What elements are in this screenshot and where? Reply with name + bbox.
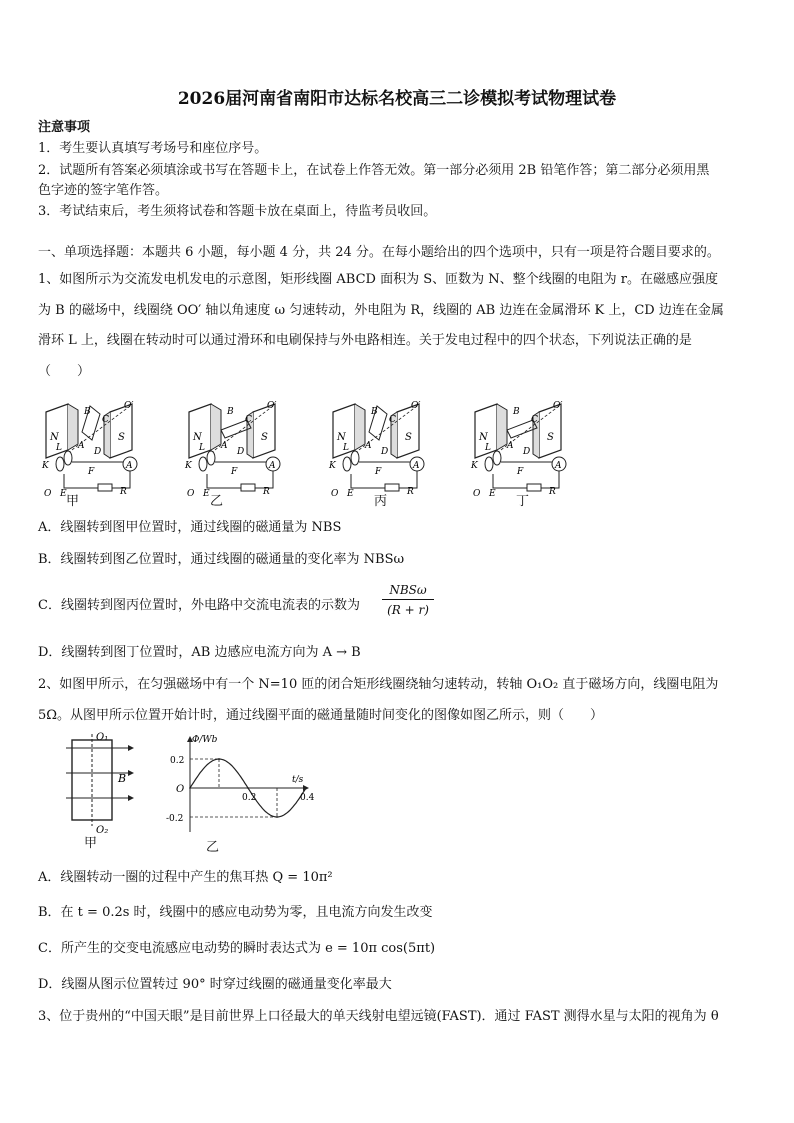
gen4-label-oprime: O′ xyxy=(553,401,563,411)
q1-option-b: B．线圈转到图乙位置时，通过线圈的磁通量的变化率为 NBSω xyxy=(38,552,405,567)
gen2-circuit xyxy=(207,462,273,488)
data-point xyxy=(305,787,307,789)
gen3-ring-l xyxy=(351,451,359,465)
gen2-label-n: N xyxy=(193,432,202,443)
gen4-circuit xyxy=(493,462,559,488)
gen4-resistor xyxy=(527,484,541,491)
generator-diagram xyxy=(38,392,758,512)
y-axis-label: Φ/Wb xyxy=(192,735,218,745)
gen1-magnet-n-side xyxy=(68,404,78,450)
gen1-label-o: O xyxy=(44,489,52,499)
axis-o2-label: O₂ xyxy=(96,825,109,836)
gen3-ring-k xyxy=(343,457,351,471)
q2-line-2: 5Ω。从图甲所示位置开始计时，通过线圈平面的磁通量随时间变化的图像如图乙所示，则（ ） xyxy=(38,708,604,723)
q1-option-c: C．线圈转到图丙位置时，外电路中交流电流表的示数为 xyxy=(38,598,360,613)
gen2-ring-l xyxy=(207,451,215,465)
gen1-label-l: L xyxy=(56,443,62,453)
gen3-label-k: K xyxy=(329,461,336,471)
gen3-label-oprime: O′ xyxy=(411,401,421,411)
fraction-denominator: (R + r) xyxy=(387,603,429,617)
flux-chart-svg xyxy=(160,732,315,842)
fig-label-jia: 甲 xyxy=(66,494,80,509)
gen2-ring-k xyxy=(199,457,207,471)
gen3-label-d: D xyxy=(381,447,389,457)
q1-option-d: D．线圈转到图丁位置时，AB 边感应电流方向为 A → B xyxy=(38,645,361,660)
data-point xyxy=(189,787,191,789)
gen1-ring-l xyxy=(64,451,72,465)
notice-item-3: 3．考试结束后，考生须将试卷和答题卡放在桌面上，待监考员收回。 xyxy=(38,204,437,219)
gen4-label-b: B xyxy=(513,407,520,417)
q3-line-1: 3、位于贵州的“中国天眼”是目前世界上口径最大的单天线射电望远镜(FAST)．通过 FAST 测得水星与太阳的视角为 θ xyxy=(38,1009,719,1024)
generator-figures xyxy=(38,392,758,512)
q1-option-c-fraction xyxy=(382,582,434,619)
gen1-label-n: N xyxy=(50,432,59,443)
notice-heading: 注意事项 xyxy=(38,120,91,135)
gen1-magnet-s xyxy=(110,404,132,458)
gen3-label-f: F xyxy=(375,467,382,477)
gen2-magnet-n-side xyxy=(211,404,221,450)
q1-line-2: 为 B 的磁场中，线圈绕 OO′ 轴以角速度 ω 匀速转动，外电阻为 R，线圈的 AB 边连在金属滑环 K 上，CD 边连在金属 xyxy=(38,303,724,318)
gen3-magnet-n-side xyxy=(355,404,365,450)
gen2-label-c: C xyxy=(245,415,252,425)
fig-label-yi: 乙 xyxy=(210,494,224,509)
gen4-label-d: D xyxy=(523,447,531,457)
y-tick-label: 0.2 xyxy=(170,756,185,766)
x-axis-label: t/s xyxy=(292,775,304,785)
gen2-label-l: L xyxy=(199,443,205,453)
gen4-label-e: E xyxy=(489,489,496,499)
q1-line-4: （ ） xyxy=(38,364,91,379)
fig-label-q2-jia: 甲 xyxy=(84,836,98,851)
gen3-label-l: L xyxy=(343,443,349,453)
gen2-ammeter-label: A xyxy=(269,461,276,471)
gen3-ammeter-label: A xyxy=(413,461,420,471)
gen2-resistor xyxy=(241,484,255,491)
gen2-label-e: E xyxy=(203,489,210,499)
coil-diagram xyxy=(58,730,138,840)
fig-label-bing: 丙 xyxy=(374,494,388,509)
x-tick-label: 0.2 xyxy=(242,793,257,803)
q2-line-1: 2、如图甲所示，在匀强磁场中有一个 N=10 匝的闭合矩形线圈绕轴匀速转动，转轴 O₁O₂ 直于磁场方向，线圈电阻为 xyxy=(38,677,719,692)
gen2-label-k: K xyxy=(185,461,192,471)
gen3-label-b: B xyxy=(371,407,378,417)
gen4-label-n: N xyxy=(479,432,488,443)
q2-option-c: C．所产生的交变电流感应电动势的瞬时表达式为 e = 10π cos(5πt) xyxy=(38,941,436,956)
gen3-label-e: E xyxy=(347,489,354,499)
gen3-magnet-s xyxy=(397,404,419,458)
gen4-label-k: K xyxy=(471,461,478,471)
x-tick-label: 0.4 xyxy=(300,793,315,803)
q1-option-a: A．线圈转到图甲位置时，通过线圈的磁通量为 NBS xyxy=(38,520,342,535)
gen3-label-o: O xyxy=(331,489,339,499)
axis-o1-label: O₁ xyxy=(96,732,109,743)
fig-label-ding: 丁 xyxy=(516,494,530,509)
q2-option-b: B．在 t = 0.2s 时，线圈中的感应电动势为零，且电流方向发生改变 xyxy=(38,905,433,920)
gen4-label-s: S xyxy=(547,432,554,443)
gen1-label-d: D xyxy=(94,447,102,457)
q2-option-d: D．线圈从图示位置转过 90° 时穿过线圈的磁通量变化率最大 xyxy=(38,977,392,992)
gen3-label-r: R xyxy=(407,487,414,497)
gen1-label-k: K xyxy=(42,461,49,471)
gen1-label-c: C xyxy=(102,415,109,425)
gen1-circuit xyxy=(64,462,130,488)
gen4-magnet-s xyxy=(539,404,561,458)
q1-line-1: 1、如图所示为交流发电机发电的示意图，矩形线圈 ABCD 面积为 S、匝数为 N、整个线圈的电阻为 r。在磁感应强度 xyxy=(38,272,718,287)
flux-chart xyxy=(160,732,315,842)
gen2-label-s: S xyxy=(261,432,268,443)
gen1-ammeter-label: A xyxy=(126,461,133,471)
gen1-label-r: R xyxy=(120,487,127,497)
gen2-magnet-s xyxy=(253,404,275,458)
gen2-label-r: R xyxy=(263,487,270,497)
gen4-ring-k xyxy=(485,457,493,471)
fraction-bar xyxy=(382,599,434,600)
fraction-numerator: NBSω xyxy=(389,583,427,597)
y-tick-label: -0.2 xyxy=(166,814,184,824)
gen1-label-s: S xyxy=(118,432,125,443)
fig-label-q2-yi: 乙 xyxy=(206,840,220,855)
gen1-label-a: A xyxy=(78,441,85,451)
gen2-label-oprime: O′ xyxy=(267,401,277,411)
gen1-label-oprime: O′ xyxy=(124,401,134,411)
q2-option-a: A．线圈转动一圈的过程中产生的焦耳热 Q = 10π² xyxy=(38,870,333,885)
notice-item-2-cont: 色字迹的签字笔作答。 xyxy=(38,183,169,198)
gen4-label-c: C xyxy=(531,415,538,425)
gen3-label-c: C xyxy=(389,415,396,425)
section-heading: 一、单项选择题：本题共 6 小题，每小题 4 分，共 24 分。在每小题给出的四个选项中，只有一项是符合题目要求的。 xyxy=(38,245,720,260)
coil-figure xyxy=(58,730,138,840)
gen3-resistor xyxy=(385,484,399,491)
notice-item-1: 1．考生要认真填写考场号和座位序号。 xyxy=(38,141,268,156)
gen2-label-f: F xyxy=(231,467,238,477)
gen2-label-d: D xyxy=(237,447,245,457)
origin-label: O xyxy=(176,784,185,795)
gen4-label-r: R xyxy=(549,487,556,497)
gen3-label-s: S xyxy=(405,432,412,443)
gen2-label-o: O xyxy=(187,489,195,499)
gen2-label-a: A xyxy=(221,441,228,451)
notice-item-2: 2．试题所有答案必须填涂或书写在答题卡上，在试卷上作答无效。第一部分必须用 2B 铅笔作答；第二部分必须用黑 xyxy=(38,163,710,178)
data-point xyxy=(247,787,249,789)
gen3-label-a: A xyxy=(365,441,372,451)
q1-line-3: 滑环 L 上，线圈在转动时可以通过滑环和电刷保持与外电路相连。关于发电过程中的四个状态，下列说法正确的是 xyxy=(38,333,692,348)
gen1-resistor xyxy=(98,484,112,491)
gen1-label-e: E xyxy=(60,489,67,499)
gen4-label-o: O xyxy=(473,489,481,499)
gen1-label-f: F xyxy=(88,467,95,477)
gen4-label-l: L xyxy=(485,443,491,453)
gen4-label-a: A xyxy=(507,441,514,451)
gen4-magnet-n-side xyxy=(497,404,507,450)
field-b-label: B xyxy=(118,772,127,785)
gen3-circuit xyxy=(351,462,417,488)
gen1-label-b: B xyxy=(84,407,91,417)
gen4-ring-l xyxy=(493,451,501,465)
page-title: 2026届河南省南阳市达标名校高三二诊模拟考试物理试卷 xyxy=(177,89,617,109)
gen1-ring-k xyxy=(56,457,64,471)
gen4-label-f: F xyxy=(517,467,524,477)
gen4-ammeter-label: A xyxy=(555,461,562,471)
gen2-label-b: B xyxy=(227,407,234,417)
gen3-label-n: N xyxy=(337,432,346,443)
